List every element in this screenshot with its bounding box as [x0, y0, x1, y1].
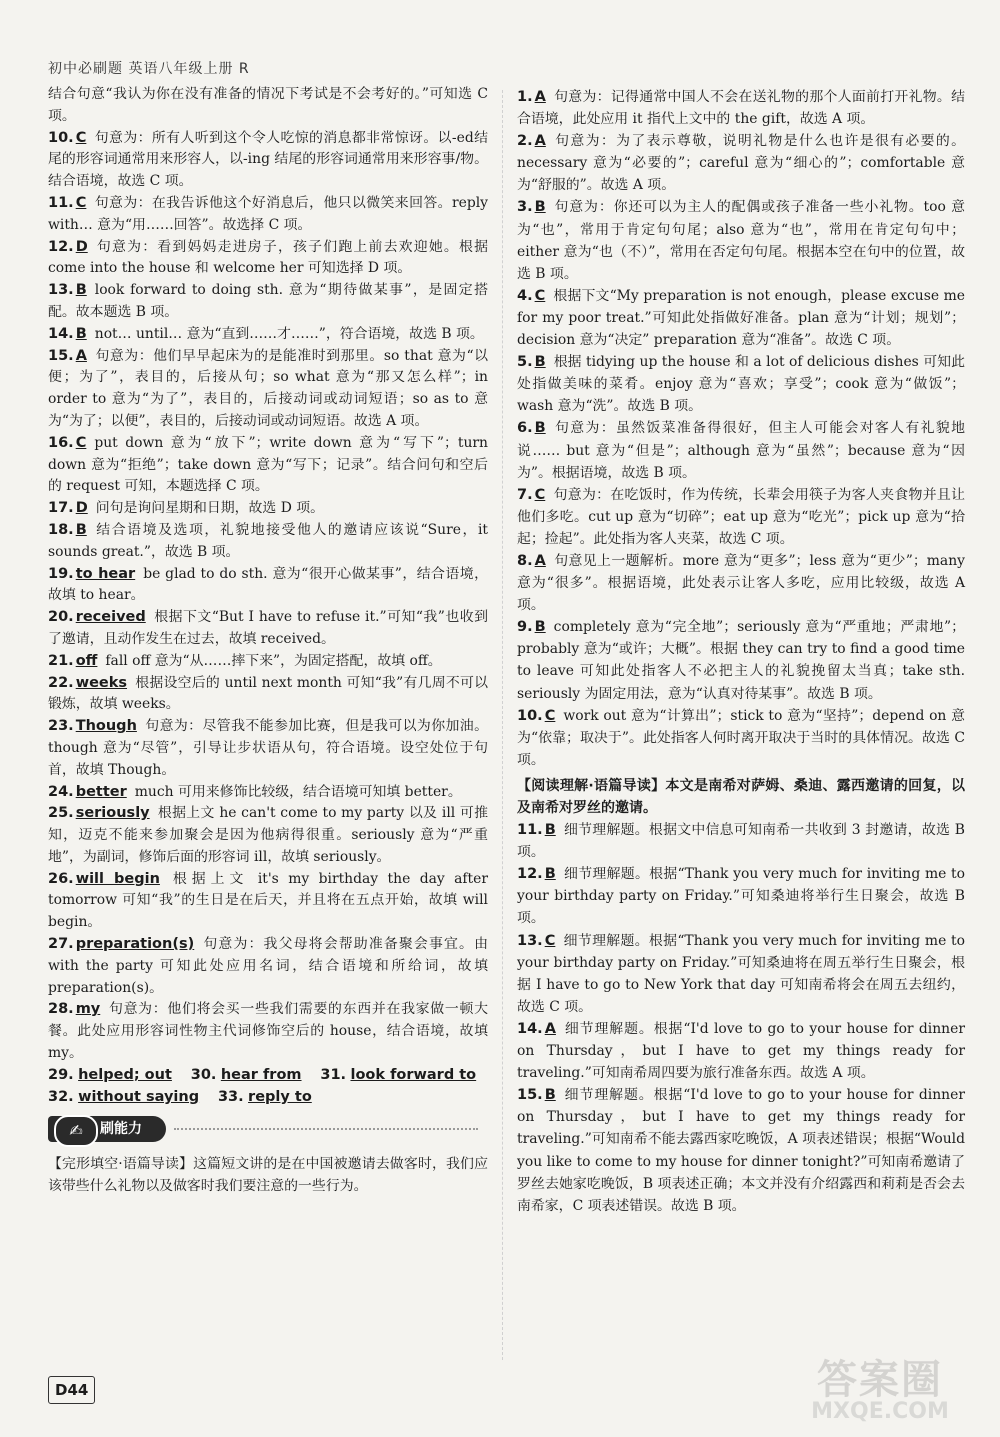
item-number: 18. [48, 521, 74, 538]
section-badge-label: 刷能力 [100, 1121, 142, 1138]
answer-item [48, 564, 488, 608]
reading-intro [517, 775, 965, 819]
answer-item [48, 607, 488, 651]
item-number: 21. [48, 652, 74, 669]
item-answer: my [75, 1001, 101, 1018]
answer-item [48, 782, 488, 804]
answer-item [517, 1084, 965, 1217]
item-answer: C [544, 707, 556, 724]
answer-item [48, 934, 488, 999]
cloze-intro-text: 这篇短文讲的是在中国被邀请去做客时，我们应该带些什么礼物以及做客时我们要注意的一些行为。 [48, 1156, 488, 1195]
answer-item [517, 550, 965, 616]
item-number: 28. [48, 1001, 74, 1018]
item-answer: received [75, 609, 146, 626]
item-answer: A [534, 552, 546, 569]
item-answer: D [75, 500, 88, 517]
item-answer: seriously [75, 805, 150, 822]
answer-item [48, 237, 488, 281]
item-explanation: 句意为：尽管我不能参加比赛，但是我可以为你加油。though 意为“尽管”，引导让步状语从句，符合语境。设空处位于句首，故填 Though。 [48, 718, 488, 778]
item-number: 17. [48, 500, 74, 517]
item-answer: A [75, 347, 87, 364]
item-answer: better [75, 783, 127, 800]
short-answer-num: 32. [48, 1088, 74, 1105]
item-answer: to hear [75, 565, 136, 582]
item-explanation: 根据上文 it's my birthday the day after tomorrow 可知“我”的生日是在后天，并且将在五点开始，故填 will begin。 [48, 870, 488, 931]
item-explanation: work out 意为“计算出”；stick to 意为“坚持”；depend on 意为“依靠；取决于”。此处指客人何时离开取决于当时的具体情况。故选 C 项。 [517, 707, 965, 768]
section-badge [48, 1116, 166, 1142]
answer-item [48, 346, 488, 433]
item-answer: off [75, 652, 98, 669]
answer-item [517, 705, 965, 771]
item-explanation: 句意为：所有人听到这个令人吃惊的消息都非常惊讶。以-ed结尾的形容词通常用来形容人，以-ing 结尾的形容词通常用来形容事/物。结合语境，故选 C 项。 [48, 129, 488, 190]
item-explanation: 句意为：看到妈妈走进房子，孩子们跑上前去欢迎她。根据 come into the house 和 welcome her 可知选择 D 项。 [48, 238, 488, 277]
reading-intro-text: 本文是南希对萨姆、桑迪、露西邀请的回复，以及南希对罗丝的邀请。 [517, 777, 965, 816]
column-divider [502, 90, 503, 1360]
answer-item [517, 930, 965, 1018]
reading-answer-list [517, 819, 965, 1217]
left-column [48, 84, 488, 1198]
item-answer: weeks [75, 674, 128, 691]
item-explanation: 问句是询问星期和日期，故选 D 项。 [95, 500, 325, 517]
answer-item [517, 285, 965, 351]
item-explanation: 句意为：虽然饭菜准备得很好，但主人可能会对客人有礼貌地说…… but 意为“但是”；although 意为“虽然”；because 意为“因为”。根据语境，故选 B 项。 [517, 420, 965, 481]
item-answer: B [534, 619, 546, 636]
item-explanation: look forward to doing sth. 意为“期待做某事”，是固定搭配。故本题选 B 项。 [48, 282, 488, 320]
answer-item [517, 86, 965, 130]
item-answer: C [534, 287, 546, 304]
item-answer: C [75, 129, 87, 146]
reading-intro-title: 【阅读理解·语篇导读】 [517, 777, 666, 794]
item-number: 7. [517, 486, 533, 503]
item-number: 12. [48, 238, 74, 255]
item-explanation: put down 意为“放下”；write down 意为“写下”；turn down 意为“拒绝”；take down 意为“写下；记录”。结合问句和空后的 request 可知，本题选择 C 项。 [48, 434, 488, 495]
right-answer-list [517, 86, 965, 771]
right-column [517, 86, 965, 1217]
item-answer: preparation(s) [75, 936, 195, 953]
item-explanation: 细节理解题。根据“Thank you very much for inviting me to your birthday party on Friday.”可知桑迪将在周五举行生日聚会，根据 I have to go to New York that day 可知南希将会在周五去纽约，故选 C 项。 [517, 932, 965, 1015]
item-answer: Though [75, 718, 137, 735]
item-answer: B [75, 325, 87, 342]
item-answer: B [534, 420, 546, 437]
short-answer: look forward to [350, 1066, 477, 1083]
watermark-url: MXQE.COM [811, 1399, 949, 1424]
answer-item [48, 324, 488, 346]
answer-item [517, 351, 965, 417]
item-explanation: 根据 tidying up the house 和 a lot of delicious dishes 可知此处指做美味的菜肴。enjoy 意为“喜欢；享受”；cook 意为“做饭”；wash 意为“洗”。故选 B 项。 [517, 354, 965, 415]
answer-item [517, 1018, 965, 1084]
item-number: 2. [517, 133, 533, 150]
answer-item [517, 196, 965, 284]
item-explanation: 结合语境及选项，礼貌地接受他人的邀请应该说“Sure，it sounds great.”，故选 B 项。 [48, 521, 488, 560]
item-answer: B [544, 822, 556, 839]
answer-item [48, 193, 488, 237]
short-answer-num: 33. [217, 1088, 244, 1105]
item-answer: B [75, 282, 87, 299]
item-explanation: much 可用来修饰比较级，结合语境可知填 better。 [134, 783, 462, 800]
item-number: 6. [517, 420, 533, 437]
item-answer: C [75, 434, 87, 451]
item-number: 14. [517, 1020, 543, 1037]
answer-item [517, 484, 965, 550]
item-number: 1. [517, 89, 533, 105]
item-number: 23. [48, 718, 74, 735]
item-answer: C [75, 194, 87, 211]
item-number: 10. [48, 129, 74, 146]
answer-item [48, 433, 488, 498]
item-explanation: 句意见上一题解析。more 意为“更多”；less 意为“更少”；many 意为“很多”。根据语境，此处表示让客人多吃，应用比较级，故选 A 项。 [517, 552, 965, 614]
item-answer: C [534, 486, 546, 503]
answer-item [48, 498, 488, 520]
item-answer: will begin [75, 870, 160, 887]
item-explanation: 根据设空后的 until next month 可知“我”有几周不可以锻炼，故填 weeks。 [48, 674, 488, 713]
left-answer-list [48, 84, 488, 1065]
short-answer: reply to [248, 1088, 312, 1105]
item-number: 8. [517, 552, 533, 569]
item-number: 11. [48, 194, 74, 211]
page-header: 初中必刷题 英语八年级上册 R [48, 61, 250, 77]
item-answer: B [534, 199, 546, 216]
answer-item [48, 280, 488, 324]
answer-item [48, 520, 488, 564]
item-number: 26. [48, 870, 74, 887]
item-explanation: 细节理解题。根据“Thank you very much for inviting me to your birthday party on Friday.”可知桑迪将举行生日聚会，故选 B 项。 [517, 866, 965, 927]
item-explanation: not… until… 意为“直到……才……”，符合语境，故选 B 项。 [94, 325, 484, 342]
cloze-intro-title: 【完形填空·语篇导读】 [48, 1156, 194, 1173]
item-explanation: 句意为：他们早早起床为的是能准时到那里。so that 意为“以便；为了”，表目的，后接从句；so what 意为“那又怎么样”；in order to 意为“为了”，表目的，后接动词或动词短语；so as to 意为“为了；以便”，表目的，后接动词或动词短语。故选 A 项。 [48, 347, 488, 429]
item-answer: A [534, 89, 546, 105]
section-badge-row [48, 1110, 488, 1150]
item-explanation: 句意为：你还可以为主人的配偶或孩子准备一些小礼物。too 意为“也”，常用于肯定句句尾；also 意为“也”，常用在肯定句句中；either 意为“也（不）”，常用在否定句句尾。根据本空在句中的位置，故选 B 项。 [517, 199, 965, 282]
item-explanation: 句意为：在我告诉他这个好消息后，他只以微笑来回答。reply with… 意为“用……回答”。故选择 C 项。 [48, 194, 488, 233]
item-number: 19. [48, 565, 74, 582]
item-number: 25. [48, 805, 74, 822]
short-answer: helped; out [78, 1066, 172, 1083]
item-number: 13. [517, 932, 543, 949]
watermark [780, 1348, 980, 1428]
item-explanation: 细节理解题。根据“I'd love to go to your house for dinner on Thursday，but I have to get my things ready for traveling.”可知南希周四要为旅行准备东西。故选 A 项。 [517, 1020, 965, 1082]
item-explanation: 句意为：我父母将会帮助准备聚会事宜。由 with the party 可知此处应用名词，结合语境和所给词，故填 preparation(s)。 [48, 936, 488, 996]
answer-item [48, 716, 488, 781]
item-answer: B [544, 866, 556, 883]
answer-item [48, 651, 488, 673]
dotted-divider [174, 1128, 478, 1130]
answer-item [48, 128, 488, 193]
short-answer-num: 30. [190, 1066, 217, 1083]
item-explanation: 句意为：记得通常中国人不会在送礼物的那个人面前打开礼物。结合语境，此处应用 it 指代上文中的 the gift，故选 A 项。 [517, 89, 965, 128]
item-answer: A [544, 1020, 556, 1037]
item-explanation: 句意为：为了表示尊敬，说明礼物是什么也许是很有必要的。necessary 意为“必要的”；careful 意为“细心的”；comfortable 意为“舒服的”。故选 A 项。 [517, 133, 965, 194]
item-answer: B [534, 354, 546, 371]
item-answer: D [75, 238, 88, 255]
item-answer: C [544, 932, 556, 949]
item-explanation: 根据上文 he can't come to my party 以及 ill 可推知，迈克不能来参加聚会是因为他病得很重。seriously 意为“严重地”，为副词，修饰后面的形容词 ill，故填 seriously。 [48, 805, 488, 865]
item-number: 15. [517, 1087, 543, 1104]
answer-item [48, 84, 488, 128]
answer-item [48, 803, 488, 868]
short-answers-row-2 [48, 1087, 488, 1109]
answer-item [48, 673, 488, 717]
page-number: D44 [48, 1376, 95, 1404]
item-explanation: 结合句意“我认为你在没有准备的情况下考试是不会考好的。”可知选 C 项。 [48, 86, 488, 124]
answer-item [517, 417, 965, 483]
item-explanation: 句意为：在吃饭时，作为传统，长辈会用筷子为客人夹食物并且让他们多吃。cut up 意为“切碎”；eat up 意为“吃光”；pick up 意为“拾起；捡起”。此处指为客人夹菜，故选 C 项。 [517, 486, 965, 547]
answer-item [517, 130, 965, 196]
item-number: 20. [48, 609, 74, 626]
answer-item [517, 616, 965, 704]
item-number: 11. [517, 822, 543, 839]
answer-item [48, 999, 488, 1064]
short-answer-num: 31. [320, 1066, 347, 1083]
answer-item [517, 863, 965, 929]
item-explanation: 细节理解题。根据“I'd love to go to your house for dinner on Thursday，but I have to get my things ready for traveling.”可知南希不能去露西家吃晚饭，A 项表述错误；根据“Would you like to come to my house for dinner tonight?”可知南希邀请了罗丝去她家吃晚饭，B 项表述正确；本文并没有介绍露西和莉莉是否会去南希家，C 项表述错误。故选 B 项。 [517, 1087, 965, 1214]
short-answers-row-1 [48, 1065, 488, 1087]
item-number: 15. [48, 347, 74, 364]
item-explanation: 句意为：他们将会买一些我们需要的东西并在我家做一顿大餐。此处应用形容词性物主代词修饰空后的 house，结合语境，故填 my。 [48, 1001, 488, 1062]
item-number: 13. [48, 282, 74, 299]
item-answer: B [544, 1087, 556, 1104]
answer-item [517, 819, 965, 863]
item-number: 12. [517, 866, 543, 883]
item-explanation: 根据下文“But I have to refuse it.”可知“我”也收到了邀请，且动作发生在过去，故填 received。 [48, 609, 488, 647]
item-number: 3. [517, 199, 533, 216]
item-number: 10. [517, 707, 543, 724]
watermark-logo: 答案圈 [817, 1357, 943, 1403]
item-number: 4. [517, 287, 533, 304]
short-answer-num: 29. [48, 1066, 74, 1083]
short-answer: without saying [78, 1088, 200, 1105]
item-explanation: completely 意为“完全地”；seriously 意为“严重地；严肃地”；probably 意为“或许；大概”。根据 they can try to find a good time to leave 可知此处指客人不必把主人的礼貌挽留太当真；take sth. seriously 为固定用法，意为“认真对待某事”。故选 B 项。 [517, 619, 965, 702]
answer-item [48, 869, 488, 934]
item-explanation: 细节理解题。根据文中信息可知南希一共收到 3 封邀请，故选 B 项。 [517, 822, 965, 861]
item-number: 24. [48, 783, 74, 800]
item-number: 14. [48, 325, 74, 342]
item-explanation: 根据下文“My preparation is not enough，please excuse me for my poor treat.”可知此处指做好准备。plan 意为“计划；规划”；decision 意为“决定” preparation 意为“准备”。故选 C 项。 [517, 287, 965, 349]
item-number: 9. [517, 619, 533, 636]
item-number: 5. [517, 354, 533, 371]
short-answer: hear from [220, 1066, 302, 1083]
cloze-intro [48, 1154, 488, 1198]
item-explanation: fall off 意为“从……摔下来”，为固定搭配，故填 off。 [105, 652, 442, 669]
pencil-icon: ✍ [54, 1115, 98, 1147]
item-explanation: be glad to do sth. 意为“很开心做某事”，结合语境，故填 to hear。 [48, 565, 488, 604]
item-number: 22. [48, 674, 74, 691]
item-answer: B [75, 521, 87, 538]
item-number: 27. [48, 936, 74, 953]
item-answer: A [534, 133, 546, 150]
item-number: 16. [48, 434, 74, 451]
